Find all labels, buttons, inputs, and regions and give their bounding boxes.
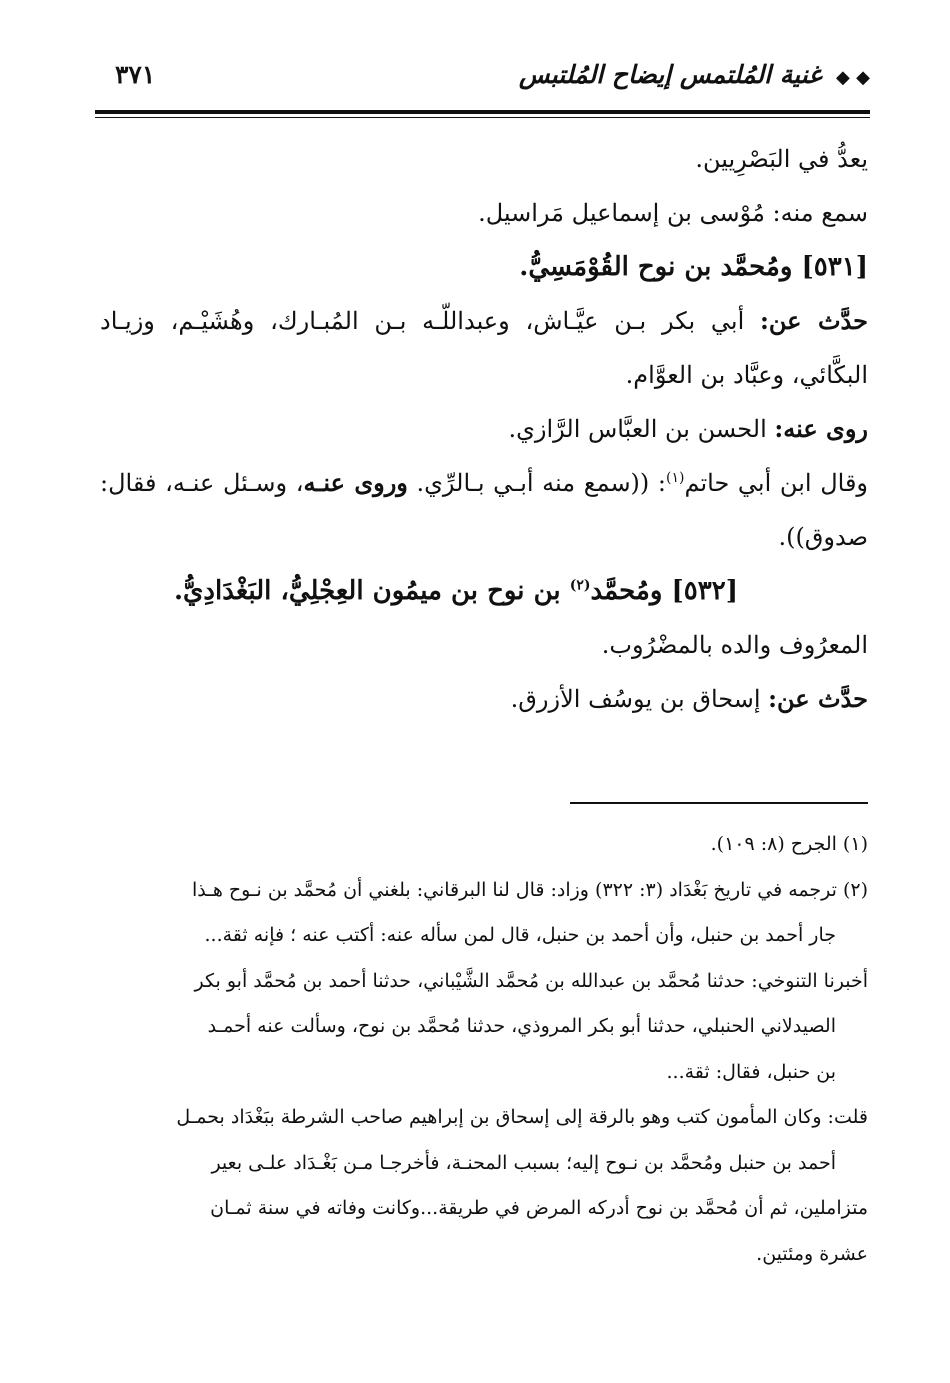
footnote-2-line: جار أحمد بن حنبل، وأن أحمد بن حنبل، قال لمن سأله عنه: أكتب عنه ؛ فإنه ثقة... (204, 924, 836, 946)
text-line: يعدُّ في البَصْرِيين. (695, 145, 868, 173)
rawa-text: الحسن بن العبَّاس الرَّازي. (508, 415, 775, 443)
footnotes (100, 822, 868, 1277)
footnote-2-line: أحمد بن حنبل ومُحمَّد بن نـوح إليه؛ بسبب المحنـة، فأخرجـا مـن بَغْـدَاد علـى بعير (211, 1151, 836, 1174)
running-title (519, 60, 870, 89)
entry-532-haddath (100, 672, 868, 726)
footnote-2-line: الصيدلاني الحنبلي، حدثنا أبو بكر المروذي، حدثنا مُحمَّد بن نوح، وسألت عنه أحمـد (207, 1015, 836, 1037)
entry-532-heading (100, 564, 868, 618)
quote-bold: وروى عنـه (303, 468, 408, 497)
footnote-ref-1: (١) (666, 470, 685, 486)
haddath-text: إسحاق بن يوسُف الأزرق. (510, 685, 769, 713)
entry-531-heading: [٥٣١] ومُحمَّد بن نوح القُوْمَسِيُّ. (519, 252, 868, 282)
footnote-ref-2: (٢) (569, 577, 591, 594)
page-header (95, 58, 870, 108)
haddath-text: أبي بكر بـن عيَّـاش، وعبداللّـه بـن المُبـارك، وهُشَيْـم، وزيـاد البكَّائي، وعبَّاد بن العوَّام. (100, 307, 868, 389)
footnote-2-line: بن حنبل، فقال: ثقة... (666, 1060, 836, 1083)
entry-531-quote (100, 456, 868, 564)
entry-531-haddath (100, 294, 868, 402)
footnote-2-line: متزاملين، ثم أن مُحمَّد بن نوح أدركه المرض في طريقة...وكانت وفاته في سنة ثمـان (210, 1197, 868, 1219)
header-rule-thin (95, 117, 870, 118)
entry-532-name-rest: بن نوح بن ميمُون العِجْلِيُّ، البَغْدَادِيُّ. (174, 576, 570, 606)
haddath-label: حدَّث عن: (768, 684, 868, 713)
rawa-label: روى عنه: (774, 414, 868, 443)
text-line: المعرُوف والده بالمضْرُوب. (601, 631, 868, 659)
entry-532-name: [٥٣٢] ومُحمَّد (590, 576, 738, 606)
header-rule (95, 110, 870, 114)
footnote-separator (570, 802, 868, 804)
footnote-2-line: عشرة ومئتين. (756, 1242, 868, 1265)
quote-part: ، وسـئل عنـه، فقال: صدوق)). (100, 469, 868, 551)
footnote-2-line: (٢) ترجمه في تاريخ بَغْدَاد (٣: ٣٢٢) وزاد: قال لنا البرقاني: بلغني أن مُحمَّد بن نـوح هـذا (192, 878, 868, 901)
entry-531-rawa (100, 402, 868, 456)
footnote-2-line: أخبرنا التنوخي: حدثنا مُحمَّد بن عبدالله بن مُحمَّد الشَّيْباني، حدثنا أحمد بن مُحمَّد أبو بكر (194, 969, 868, 992)
quote-part: : ((سمع منه أبـي بـالرِّي. (407, 469, 667, 497)
text-line: سمع منه: مُوْسى بن إسماعيل مَراسيل. (478, 199, 868, 227)
footnote-2-line: قلت: وكان المأمون كتب وهو بالرقة إلى إسحاق بن إبراهيم صاحب الشرطة ببَغْدَاد بحمـل (176, 1106, 868, 1128)
haddath-label: حدَّث عن: (760, 306, 868, 335)
header-title-text: غنية المُلتمس إيضاح المُلتبس (518, 60, 822, 89)
footnote-1: (١) الجرح (٨: ١٠٩). (710, 833, 868, 855)
quote-part: وقال ابن أبي حاتم (684, 469, 868, 497)
header-bullets: ◆ ◆ (836, 67, 870, 88)
page-number: ٣٧١ (115, 60, 156, 89)
main-text (100, 132, 868, 726)
